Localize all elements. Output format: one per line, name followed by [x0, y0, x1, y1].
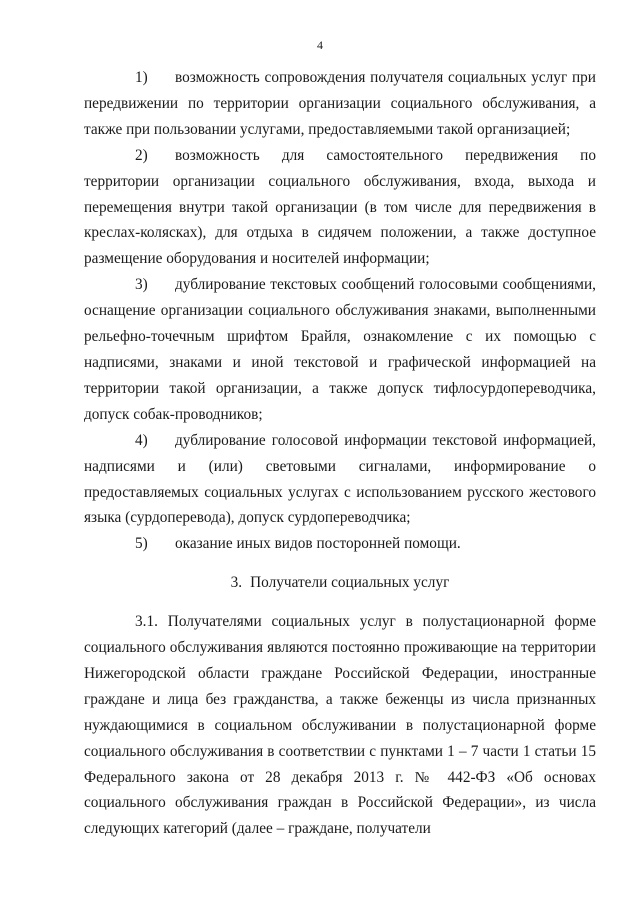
- document-body: [84, 65, 596, 842]
- list-item: [84, 428, 596, 532]
- section-number: 3.: [230, 574, 243, 592]
- page-number: 4: [317, 38, 323, 52]
- list-item-number: 4): [135, 431, 148, 449]
- list-item-text: дублирование текстовых сообщений голосовыми сообщениями, оснащение организации социального обслуживания знаками, выполненными рельефно-точечным шрифтом Брайля, ознакомление с их помощью с надписями, знаками и иной текстовой и графической информацией на территории такой организации, а также допуск тифлосурдопереводчика, допуск собак-проводников;: [84, 276, 596, 423]
- list-item: [84, 272, 596, 427]
- section-heading: [84, 570, 596, 596]
- list-item-text: оказание иных видов посторонней помощи.: [175, 535, 461, 553]
- list-item-text: возможность сопровождения получателя социальных услуг при передвижении по территории организации социального обслуживания, а также при пользовании услугами, предоставляемыми такой организацией;: [84, 69, 596, 138]
- section-title: Получатели социальных услуг: [250, 574, 450, 592]
- list-item-text: возможность для самостоятельного передвижения по территории организации социального обслуживания, входа, выхода и перемещения внутри такой организации (в том числе для передвижения в креслах-колясках), для отдыха в сидячем положении, а также доступное размещение оборудования и носителей информации;: [84, 146, 596, 268]
- list-item-text: дублирование голосовой информации текстовой информацией, надписями и (или) световыми сигналами, информирование о предоставляемых социальных услугах с использованием русского жестового языка (сурдоперевода), допуск сурдопереводчика;: [84, 431, 596, 527]
- list-item-number: 3): [135, 276, 148, 294]
- list-item: [84, 531, 596, 557]
- paragraph-3-1: 3.1. Получателями социальных услуг в полустационарной форме социального обслуживания являются постоянно проживающие на территории Нижегородской области граждане Российской Федерации, иностранные граждане и лица без гражданства, а также беженцы из числа признанных нуждающимися в социальном обслуживании в полустационарной форме социального обслуживания в соответствии с пунктами 1 – 7 части 1 статьи 15 Федерального закона от 28 декабря 2013 г. № 442-ФЗ «Об основах социального обслуживания граждан в Российской Федерации», из числа следующих категорий (далее – граждане, получатели: [84, 613, 596, 838]
- list-item: [84, 65, 596, 143]
- list-item-number: 5): [135, 535, 148, 553]
- list-item: [84, 143, 596, 273]
- list-item-number: 1): [135, 69, 148, 86]
- list-item-number: 2): [135, 146, 148, 164]
